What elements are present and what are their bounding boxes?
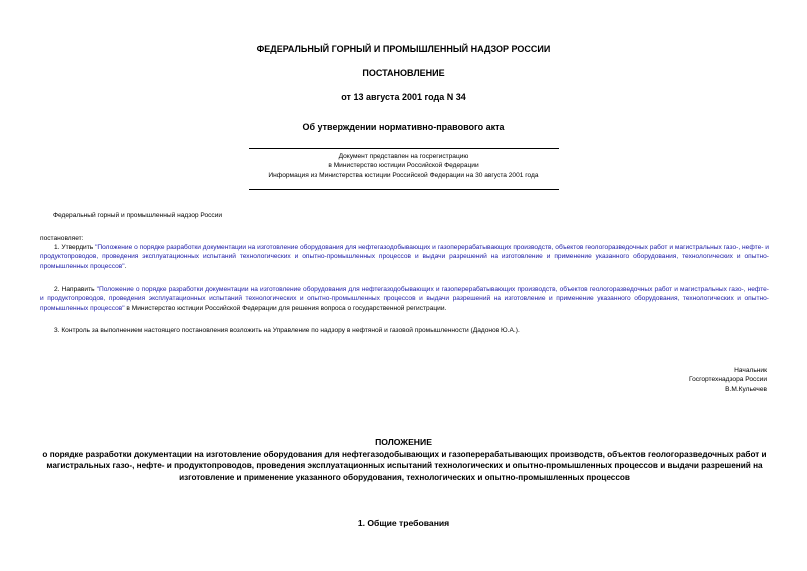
regulation-title: ПОЛОЖЕНИЕ xyxy=(375,437,432,447)
signature-org: Госгортехнадзора России xyxy=(689,376,767,384)
section-1-heading: 1. Общие требования xyxy=(357,518,450,528)
registration-line-1: Документ представлен на госрегистрацию xyxy=(338,153,469,160)
paragraph-1-prefix: 1. Утвердить xyxy=(54,244,96,251)
paragraph-1 xyxy=(40,243,769,271)
paragraph-2-suffix: в Министерство юстиции Российской Федерации для решения вопроса о государственной регистрации. xyxy=(124,304,447,312)
paragraph-1-suffix: . xyxy=(124,262,127,270)
registration-line-2: в Министерство юстиции Российской Федерации xyxy=(328,162,479,170)
signature-position: Начальник xyxy=(734,367,767,374)
paragraph-2-prefix: 2. Направить xyxy=(54,286,97,293)
document-subject: Об утверждении нормативно-правового акта xyxy=(302,122,505,132)
paragraph-3: 3. Контроль за выполнением настоящего постановления возложить на Управление по надзору в нефтяной и газовой промышленности (Дадонов Ю.А.). xyxy=(54,327,520,334)
regulation-link-2[interactable]: "Положение о порядке разработки документации на изготовление оборудования для нефтегазодобывающих и газоперерабатывающих производств, объектов геологоразведочных работ и магистральных газо-, нефте- и продуктопроводов, проведения эксплуатационных испытаний технологических и опытно-промышленных процессов и выдачи разрешений на изготовление и применение указанного оборудования, технологических и опытно-промышленных процессов" xyxy=(40,286,770,312)
agency-title: ФЕДЕРАЛЬНЫЙ ГОРНЫЙ И ПРОМЫШЛЕННЫЙ НАДЗОР РОССИИ xyxy=(256,44,551,54)
registration-top-rule xyxy=(249,148,559,149)
registration-line-3: Информация из Министерства юстиции Российской Федерации на 30 августа 2001 года xyxy=(268,171,539,179)
paragraph-2 xyxy=(40,285,769,313)
signature-block xyxy=(689,366,767,394)
registration-block xyxy=(0,152,807,180)
regulation-subtitle: о порядке разработки документации на изготовление оборудования для нефтегазодобывающих и газоперерабатывающих производств, объектов геологоразведочных работ и магистральных газо-, нефте- и продуктопроводов, проведения эксплуатационных испытаний технологических и опытно-промышленных процессов и выдачи разрешений на изготовление и применение указанного оборудования, технологических и опытно-промышленных процессов xyxy=(42,450,767,482)
regulation-link-1[interactable]: "Положение о порядке разработки документации на изготовление оборудования для нефтегазодобывающих и газоперерабатывающих производств, объектов геологоразведочных работ и магистральных газо-, нефте- и продуктопроводов, проведения эксплуатационных испытаний технологических и опытно-промышленных процессов и выдачи разрешений на изготовление и применение указанного оборудования, технологических и опытно-промышленных процессов" xyxy=(40,244,769,270)
decrees-text: постановляет: xyxy=(40,235,84,242)
signature-name: В.М.Кульечев xyxy=(725,385,767,393)
document-type: ПОСТАНОВЛЕНИЕ xyxy=(362,68,445,78)
registration-bottom-rule xyxy=(249,189,559,190)
issuer-text: Федеральный горный и промышленный надзор России xyxy=(53,212,223,219)
document-date-number: от 13 августа 2001 года N 34 xyxy=(341,92,466,102)
